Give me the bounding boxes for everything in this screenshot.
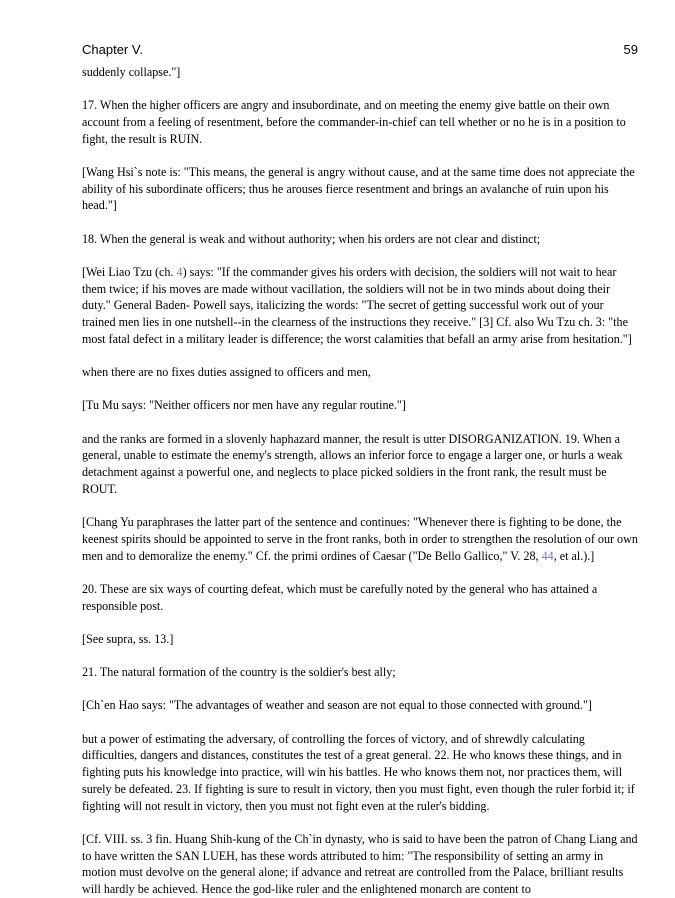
section-link[interactable]: 44 (541, 548, 554, 563)
page-body (82, 64, 638, 898)
paragraph: 18. When the general is weak and without authority; when his orders are not clear and distinct; (82, 231, 541, 246)
paragraph: 21. The natural formation of the country is the soldier's best ally; (82, 665, 396, 680)
paragraph: but a power of estimating the adversary, of controlling the forces of victory, and of shrewdly calculating difficulties, dangers and distances, constitutes the test of a great general. 22. He who knows these things, and in fighting puts his knowledge into practice, will win his battles. He who knows them not, nor practices them, will surely be defeated. 23. If fighting is sure to result in victory, then you must fight, even though the ruler forbid it; if fighting will not result in victory, then you must not fight even at the ruler's bidding. (82, 731, 635, 813)
paragraph: [Ch`en Hao says: "The advantages of weather and season are not equal to those connected with ground."] (82, 698, 592, 713)
paragraph: 17. When the higher officers are angry and insubordinate, and on meeting the enemy give battle on their own account from a feeling of resentment, before the commander-in-chief can tell whether or no he is in a position to fight, the result is RUIN. (82, 98, 626, 146)
paragraph-text: [Wei Liao Tzu (ch. (82, 265, 177, 279)
paragraph-text: ) says: "If the commander gives his orders with decision, the soldiers will not wait to hear them twice; if his moves are made without vacillation, the soldiers will not be in two minds about doing their duty." General Baden- Powell says, italicizing the words: "The secret of getting successful work out of your trained men lies in one nutshell--in the clearness of the instructions they receive." [3] Cf. also Wu Tzu ch. 3: "the most fatal defect in a military leader is difference; the worst calamities that befall an army arise from hesitation."] (82, 265, 632, 346)
paragraph-text: , et al.).] (553, 548, 595, 563)
paragraph: [Tu Mu says: "Neither officers nor men have any regular routine."] (82, 398, 406, 413)
page-header (82, 42, 638, 60)
chapter-link[interactable]: 4 (176, 265, 183, 279)
paragraph-text: [Chang Yu paraphrases the latter part of the sentence and continues: "Whenever there is fighting to be done, the keenest spirits should be appointed to serve in the front ranks, both in order to strengthen the resolution of our own men and to demoralize the enemy." Cf. the primi ordines of Caesar ("De Bello Gallico," V. 28, (82, 515, 638, 563)
chapter-title: Chapter V. (82, 42, 143, 57)
paragraph: suddenly collapse."] (82, 65, 181, 79)
paragraph: 20. These are six ways of courting defeat, which must be carefully noted by the general who has attained a responsible post. (82, 581, 598, 613)
paragraph: [See supra, ss. 13.] (82, 631, 174, 646)
paragraph: [Cf. VIII. ss. 3 fin. Huang Shih-kung of the Ch`in dynasty, who is said to have been the patron of Chang Liang and to have written the SAN LUEH, has these words attributed to him: "The responsibility of setting an army in motion must devolve on the general alone; if advance and retreat are controlled from the Palace, brilliant results will hardly be achieved. Hence the god-like ruler and the enlightened monarch are content to (82, 831, 638, 896)
paragraph (82, 514, 638, 564)
paragraph: when there are no fixes duties assigned to officers and men, (82, 365, 371, 380)
paragraph: and the ranks are formed in a slovenly haphazard manner, the result is utter DISORGANIZATION. 19. When a general, unable to estimate the enemy's strength, allows an inferior force to engage a larger one, or hurls a weak detachment against a powerful one, and neglects to place picked soldiers in the front rank, the result must be ROUT. (82, 431, 623, 496)
paragraph (82, 264, 638, 348)
paragraph: [Wang Hsi`s note is: "This means, the general is angry without cause, and at the same time does not appreciate the ability of his subordinate officers; thus he arouses fierce resentment and brings an avalanche of ruin upon his head."] (82, 165, 635, 213)
page-number: 59 (623, 42, 638, 57)
